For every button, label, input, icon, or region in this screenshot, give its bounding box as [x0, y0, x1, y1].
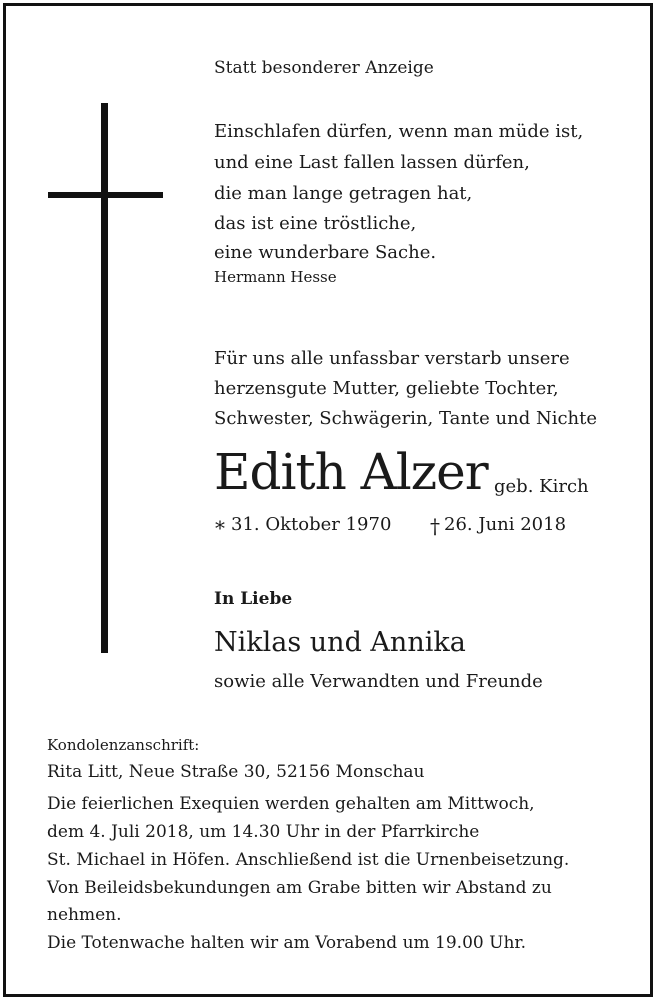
death-date: 26. Juni 2018: [444, 514, 567, 535]
condolence-address: Rita Litt, Neue Straße 30, 52156 Monschau: [47, 762, 425, 782]
service-details-line-5: nehmen.: [47, 905, 122, 925]
poem-line-2: und eine Last fallen lassen dürfen,: [214, 152, 530, 173]
death-dagger-icon: †: [430, 514, 440, 538]
poem-line-1: Einschlafen dürfen, wenn man müde ist,: [214, 121, 584, 142]
cross-icon: [101, 103, 108, 653]
birth-star-icon: *: [215, 516, 225, 540]
condolence-label: Kondolenzanschrift:: [47, 736, 200, 754]
announcement-line-1: Für uns alle unfassbar verstarb unsere: [214, 348, 570, 369]
cross-icon-crossbar: [48, 192, 163, 198]
announcement-line-3: Schwester, Schwägerin, Tante und Nichte: [214, 408, 598, 429]
service-details-line-4: Von Beileidsbekundungen am Grabe bitten wir Abstand zu: [47, 878, 552, 898]
deceased-name: Edith Alzer: [214, 443, 488, 501]
service-details-line-3: St. Michael in Höfen. Anschließend ist die Urnenbeisetzung.: [47, 850, 570, 870]
service-details-line-1: Die feierlichen Exequien werden gehalten am Mittwoch,: [47, 794, 535, 814]
notice-header: Statt besonderer Anzeige: [214, 58, 434, 78]
birth-date: 31. Oktober 1970: [231, 514, 392, 535]
mourners-names: Niklas und Annika: [214, 627, 466, 658]
poem-line-5: eine wunderbare Sache.: [214, 242, 437, 263]
poem-line-4: das ist eine tröstliche,: [214, 213, 417, 234]
service-details-line-6: Die Totenwache halten wir am Vorabend um 19.00 Uhr.: [47, 933, 527, 953]
birth-name: geb. Kirch: [494, 476, 589, 497]
mourners-others: sowie alle Verwandten und Freunde: [214, 671, 543, 692]
poem-line-3: die man lange getragen hat,: [214, 183, 473, 204]
mourners-intro: In Liebe: [214, 589, 293, 609]
service-details-line-2: dem 4. Juli 2018, um 14.30 Uhr in der Pfarrkirche: [47, 822, 480, 842]
poem-author: Hermann Hesse: [214, 268, 337, 286]
announcement-line-2: herzensgute Mutter, geliebte Tochter,: [214, 378, 559, 399]
